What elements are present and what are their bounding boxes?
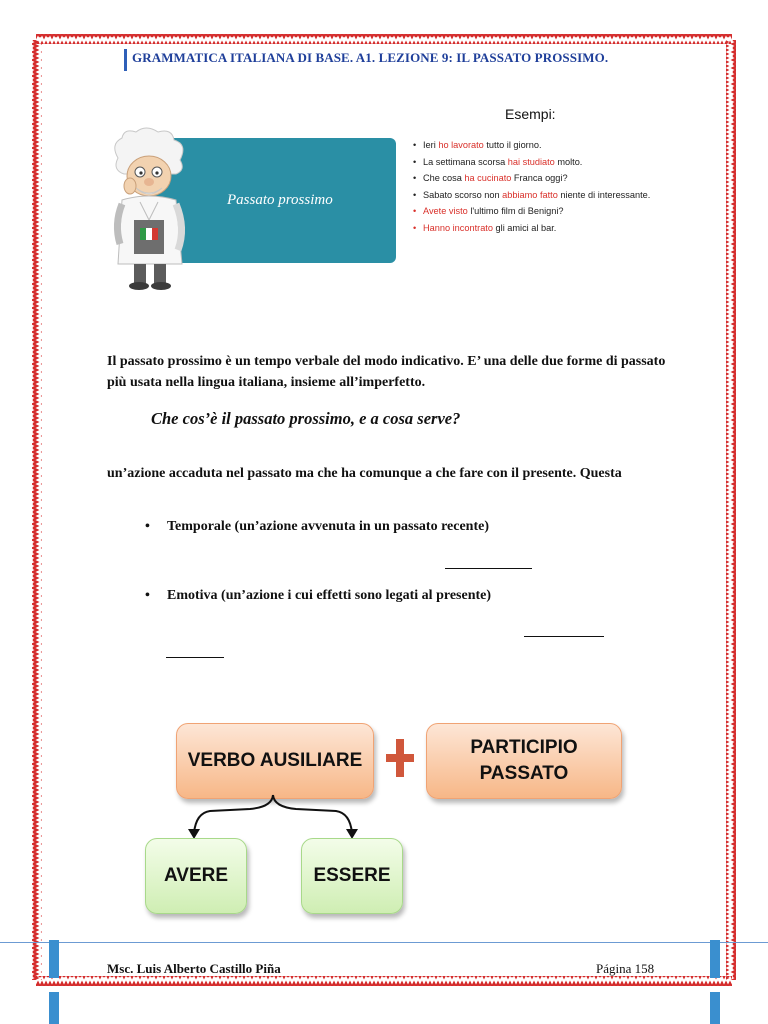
- participio-label-line2: PASSATO: [479, 763, 569, 784]
- participio-passato-box: [426, 723, 622, 799]
- footer-author: Msc. Luis Alberto Castillo Piña: [107, 961, 281, 976]
- footer-accent-bar: [49, 940, 59, 978]
- section-question: Che cos’è il passato prossimo, e a cosa serve?: [151, 409, 461, 428]
- blank-line: [445, 568, 532, 569]
- avere-label: AVERE: [163, 865, 229, 886]
- verbo-ausiliare-label: VERBO AUSILIARE: [187, 750, 363, 771]
- plus-icon: [385, 737, 415, 779]
- footer-rule: [0, 942, 768, 943]
- example-item: • Avete visto l'ultimo film di Benigni?: [413, 205, 653, 218]
- bullet-text: Emotiva (un’azione i cui effetti sono legati al presente): [167, 588, 492, 603]
- intro-paragraph: Il passato prossimo è un tempo verbale del modo indicativo. E’ una delle due forme di passato più usata nella lingua italiana, insieme all’imperfetto.: [107, 354, 666, 390]
- bullet-dot: •: [145, 519, 150, 534]
- bullet-text: Temporale (un’azione avvenuta in un passato recente): [167, 519, 489, 534]
- definition-paragraph: un’azione accaduta nel passato ma che ha comunque a che fare con il presente. Questa: [107, 466, 622, 481]
- example-item: • Hanno incontrato gli amici al bar.: [413, 222, 653, 235]
- examples-list: [413, 139, 653, 238]
- example-item: • La settimana scorsa hai studiato molto.: [413, 156, 653, 169]
- essere-label: ESSERE: [313, 865, 391, 886]
- avere-box: [145, 838, 247, 914]
- example-item: • Ieri ho lavorato tutto il giorno.: [413, 139, 653, 152]
- footer-accent-bar: [49, 992, 59, 1024]
- essere-box: [301, 838, 403, 914]
- examples-title: Esempi:: [505, 106, 556, 122]
- participio-label-line1: PARTICIPIO: [470, 737, 578, 758]
- footer-accent-bar: [710, 992, 720, 1024]
- header-accent-bar: [124, 49, 127, 71]
- verbo-ausiliare-box: [176, 723, 374, 799]
- blank-line: [524, 636, 604, 637]
- bullet-dot: •: [145, 588, 150, 603]
- example-item: • Che cosa ha cucinato Franca oggi?: [413, 172, 653, 185]
- page-header-title: GRAMMATICA ITALIANA DI BASE. A1. LEZIONE 9: IL PASSATO PROSSIMO.: [132, 50, 609, 65]
- banner-label: Passato prossimo: [227, 192, 333, 208]
- professor-illustration: [100, 124, 200, 294]
- blank-line: [166, 657, 224, 658]
- diagram-connector-brace: [180, 793, 380, 843]
- example-item: • Sabato scorso non abbiamo fatto niente di interessante.: [413, 189, 653, 202]
- footer-page-number: Página 158: [596, 961, 655, 976]
- footer-accent-bar: [710, 940, 720, 978]
